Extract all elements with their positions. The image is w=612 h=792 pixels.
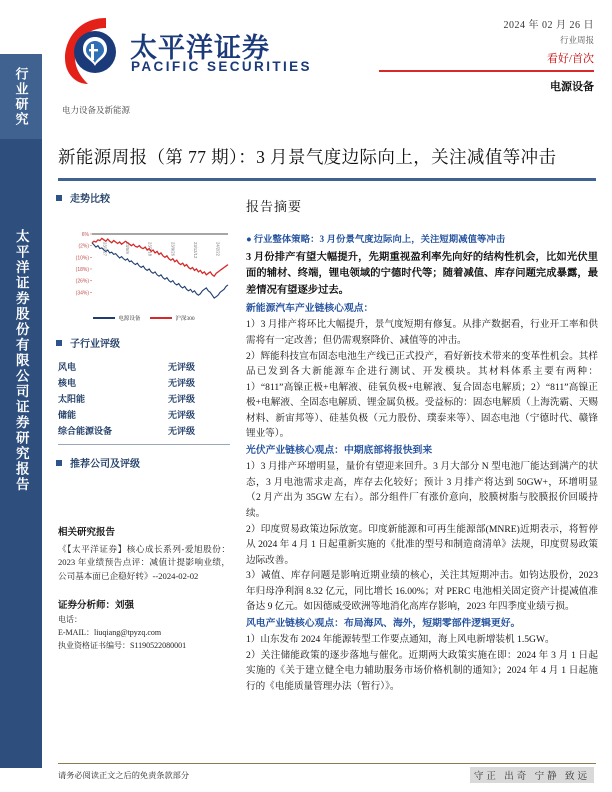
- overall-strategy-text: 行业整体策略：3 月份景气度边际向上，关注短期减值等冲击: [253, 235, 506, 245]
- svg-text:(10%): (10%): [75, 255, 89, 262]
- sidebar-top-band: [0, 54, 42, 139]
- related-reports-title: 相关研究报告: [58, 528, 116, 538]
- related-reports-body: 《【太平洋证券】核心成长系列-爱旭股份：2023 年业绩预告点评：减值计提影响业绩，公司基本面已企稳好转》--2024-02-02: [58, 544, 230, 581]
- section-paragraph: 1）山东发布 2024 年能源转型工作要点通知，海上风电新增装机 1.5GW。: [246, 634, 555, 646]
- chart-x-axis-labels: [102, 242, 220, 259]
- rating-value: 无评级: [168, 409, 196, 420]
- chart-legend-swatch: [93, 317, 115, 319]
- rating-row: [58, 374, 230, 390]
- rating-row: [58, 390, 230, 406]
- chart-legend-label: 电源设备: [118, 316, 141, 322]
- footer-disclaimer: 请务必阅读正文之后的免责条款部分: [58, 771, 190, 780]
- chart-legend-item: [93, 314, 140, 322]
- section-head: 新能源汽车产业链核心观点：: [246, 302, 374, 314]
- header-red-rule: [379, 70, 594, 72]
- footer-slogan: 守正 出奇 宁静 致远: [470, 767, 594, 783]
- pacific-securities-logo-icon: [62, 14, 124, 86]
- svg-text:23/12/12: 23/12/12: [193, 242, 198, 259]
- rating-value: 无评级: [168, 377, 196, 388]
- svg-text:23/9/26: 23/9/26: [170, 242, 176, 256]
- company-logo: [62, 14, 312, 90]
- rating-industry-name: 核电: [58, 377, 77, 388]
- lead-paragraph: 3 月份排产有望大幅提升，先期重视盈利率先向好的结构性机会，比如光伏里面的辅材、终端，锂电领域的宁德时代等；随着减值、库存问题完成暴露，最差情况有望逐步过去。: [246, 252, 598, 296]
- rating-industry-name: 储能: [58, 409, 77, 420]
- svg-text:23/7/18: 23/7/18: [147, 242, 153, 256]
- svg-text:(34%): (34%): [75, 290, 89, 297]
- chart-section-header: [56, 190, 234, 205]
- summary-sections: [246, 302, 598, 695]
- industry-rating: 看好/首次: [546, 53, 594, 65]
- section-head: 风电产业链核心观点：布局海风、海外，短期零部件逻辑更好。: [246, 617, 521, 629]
- analyst-phone: 电话：: [58, 614, 82, 624]
- chart-y-axis-labels: [76, 232, 92, 296]
- chart-legend: [58, 314, 230, 322]
- rating-value: 无评级: [168, 425, 196, 436]
- rating-row: [58, 406, 230, 422]
- trend-comparison-chart: [58, 213, 230, 325]
- title-divider: [58, 178, 596, 181]
- header-meta: [374, 16, 594, 94]
- right-column: [246, 196, 598, 695]
- analyst-certificate: 执业资格证书编号：S1190522080001: [58, 640, 187, 650]
- rating-section-title: 子行业评级: [70, 339, 120, 350]
- rating-industry-name: 综合能源设备: [58, 425, 113, 436]
- footer-divider: [58, 763, 596, 764]
- analyst-name: 证券分析师：刘强: [58, 600, 135, 611]
- recommend-section-title: 推荐公司及评级: [70, 459, 140, 470]
- overall-strategy-head: [246, 231, 598, 245]
- sidebar-bottom-band: [0, 139, 42, 768]
- rating-industry-name: 风电: [58, 361, 77, 372]
- svg-text:(26%): (26%): [75, 278, 89, 285]
- sidebar-bottom-label: 太平洋证券股份有限公司证券研究报告: [13, 229, 29, 493]
- analyst-block: [58, 597, 234, 652]
- rating-row: [58, 358, 230, 374]
- industry-name: 电源设备: [550, 81, 594, 94]
- sub-industry-rating-table: [58, 358, 230, 438]
- bullet-square-icon: [56, 195, 62, 201]
- section-paragraph: 3）减值、库存问题是影响近期业绩的核心，关注其短期冲击。如钧达股份，2023 年归母净利润 8.32 亿元，同比增长 16.00%；对 PERC 电池相关固定资产计提减值准备达 9 亿元。如因德威受欧洲等地消化高库存影响，2023 年四季度业绩亏损。: [246, 570, 598, 613]
- recommend-empty-area: [56, 478, 234, 524]
- logo-chinese-name: 太平洋证券: [130, 33, 270, 63]
- chart-section-title: 走势比较: [70, 194, 110, 205]
- page-title: 新能源周报（第 77 期）：3 月景气度边际向上，关注减值等冲击: [58, 147, 557, 167]
- chart-legend-swatch: [150, 317, 172, 319]
- chart-legend-item: [150, 314, 194, 322]
- svg-text:24/2/22: 24/2/22: [215, 242, 221, 256]
- svg-text:6%: 6%: [81, 232, 89, 238]
- report-date: 2024 年 02 月 26 日: [503, 20, 594, 31]
- section-divider: [58, 444, 230, 445]
- section-paragraph: 2）关注储能政策的逐步落地与催化。近期两大政策实施在即：2024 年 3 月 1 日起实施的《关于建立健全电力辅助服务市场价格机制的通知》；2024 年 4 月 1 日起施行的《电能质量管理办法（暂行）》。: [246, 649, 598, 693]
- analyst-email[interactable]: E-MAIL：liuqiang@tpyzq.com: [58, 627, 162, 637]
- svg-text:23/5/9: 23/5/9: [125, 242, 130, 254]
- section-paragraph: 1）3 月排产将环比大幅提升，景气度短期有修复。从排产数据看，行业开工率和供需将有一定改善；但仍需观察降价、减值等的冲击。: [246, 319, 598, 347]
- department-label: 电力设备及新能源: [62, 105, 131, 115]
- rating-value: 无评级: [168, 393, 196, 404]
- section-paragraph: 2）印度贸易政策边际放宽。印度新能源和可再生能源部(MNRE)近期表示，将暂停从 2024 年 4 月 1 日起重新实施的《批准的型号和制造商清单》法规，印度贸易政策边际改善。: [246, 523, 598, 566]
- svg-text:(2%): (2%): [78, 243, 89, 250]
- section-paragraph: 1）3 月排产环增明显，量价有望迎来回升。3 月大部分 N 型电池厂能达到满产的状态，3 月电池需求走高，库存去化较好；预计 3 月排产将达到 50GW+，环增明显（2 月产出为 35GW 左右）。部分组件厂有涨价意向，胶膜树脂与胶膜报价回暖持续。: [246, 461, 598, 520]
- bullet-dot-icon: ●: [246, 235, 252, 245]
- bullet-square-icon: [56, 340, 62, 346]
- report-kind: 行业周报: [559, 35, 594, 45]
- left-column: [56, 190, 234, 652]
- bullet-square-icon: [56, 460, 62, 466]
- rating-industry-name: 太阳能: [58, 393, 86, 404]
- chart-svg: [58, 213, 230, 313]
- section-head: 光伏产业链核心观点：中期底部将报快到来: [246, 444, 433, 456]
- logo-english-name: PACIFIC SECURITIES: [131, 59, 312, 74]
- sidebar-top-label: 行业研究: [13, 66, 29, 127]
- rating-value: 无评级: [168, 361, 196, 372]
- recommend-section-header: [56, 455, 234, 470]
- section-paragraph: 2）辉能科技宣布固态电池生产线已正式投产，看好新技术带来的变革性机会。其样品已发到各大新能源车企进行测试、开发模块。其材料体系主要有两种：1）“811”高镍正极+电解液、硅氧负极+电解液、复合固态电解质；2）“811”高镍正极+电解液、全固态电解质、锂金属负极。受益标的：固态电解质（上海洗霸、天赐材料、新宙邦等）、硅基负极（元力股份、璞泰来等）、固态电池（宁德时代、赣锋锂业等）。: [246, 350, 598, 440]
- rating-row: [58, 422, 230, 438]
- chart-legend-label: 沪深300: [175, 316, 195, 322]
- svg-text:23/2/27: 23/2/27: [102, 242, 108, 256]
- svg-text:(18%): (18%): [75, 266, 89, 273]
- left-sidebar: [0, 0, 42, 792]
- rating-section-header: [56, 335, 234, 350]
- summary-title: 报告摘要: [246, 199, 303, 214]
